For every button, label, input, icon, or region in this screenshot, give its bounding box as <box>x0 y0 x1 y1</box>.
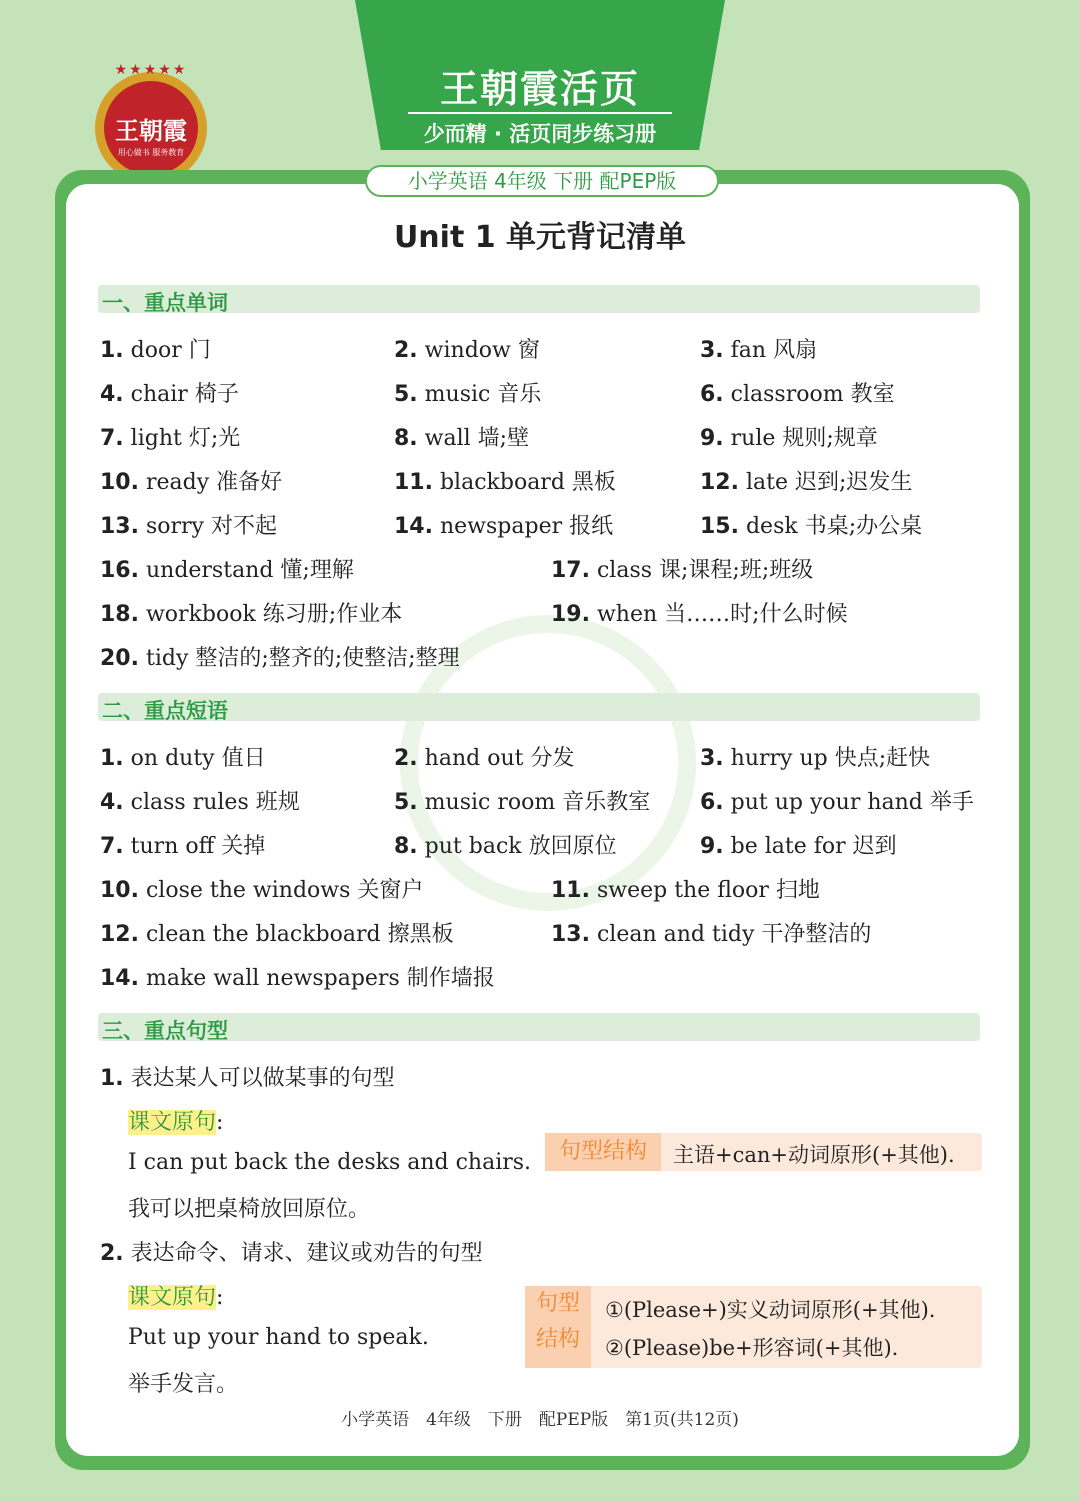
phrase-item: 8. put back 放回原位 <box>394 834 617 859</box>
structure-tag: 句型结构 <box>545 1133 661 1171</box>
structure-rule: ①(Please+)实义动词原形(+其他). <box>605 1298 936 1322</box>
phrase-item: 5. music room 音乐教室 <box>394 790 651 815</box>
phrase-item: 9. be late for 迟到 <box>700 834 897 859</box>
pattern-title: 1. 表达某人可以做某事的句型 <box>100 1066 395 1091</box>
vocab-item: 8. wall 墙;壁 <box>394 426 530 451</box>
vocab-item: 1. door 门 <box>100 338 211 363</box>
star-icon: ★★★★★ <box>114 62 188 78</box>
vocab-item: 5. music 音乐 <box>394 382 542 407</box>
vocab-item: 16. understand 懂;理解 <box>100 558 354 583</box>
logo-badge <box>104 81 198 175</box>
vocab-item: 17. class 课;课程;班;班级 <box>551 558 814 583</box>
vocab-item: 14. newspaper 报纸 <box>394 514 614 539</box>
pattern-title: 2. 表达命令、请求、建议或劝告的句型 <box>100 1241 483 1266</box>
vocab-item: 18. workbook 练习册;作业本 <box>100 602 403 627</box>
vocab-item: 4. chair 椅子 <box>100 382 239 407</box>
phrase-item: 11. sweep the floor 扫地 <box>551 878 820 903</box>
page-footer: 小学英语 4年级 下册 配PEP版 第1页(共12页) <box>341 1410 739 1430</box>
text-sentence-label: 课文原句: <box>128 1285 224 1310</box>
phrase-item: 4. class rules 班规 <box>100 790 300 815</box>
vocab-item: 6. classroom 教室 <box>700 382 895 407</box>
section-header-sentences <box>98 1013 980 1041</box>
example-sentence-en: I can put back the desks and chairs. <box>128 1150 532 1175</box>
structure-rule: 主语+can+动词原形(+其他). <box>673 1143 955 1167</box>
vocab-item: 10. ready 准备好 <box>100 470 283 495</box>
section-title: 一、重点单词 <box>102 291 228 315</box>
phrase-item: 14. make wall newspapers 制作墙报 <box>100 966 495 991</box>
phrase-item: 13. clean and tidy 干净整洁的 <box>551 922 872 947</box>
logo-slogan: 用心做书 服务教育 <box>117 148 185 157</box>
text-sentence-label: 课文原句: <box>128 1110 224 1135</box>
structure-rule: ②(Please)be+形容词(+其他). <box>605 1336 899 1360</box>
vocab-item: 13. sorry 对不起 <box>100 514 277 539</box>
brand-divider <box>408 112 672 114</box>
section-title: 二、重点短语 <box>102 699 228 723</box>
phrase-item: 6. put up your hand 举手 <box>700 790 974 815</box>
vocab-item: 2. window 窗 <box>394 338 540 363</box>
vocab-item: 20. tidy 整洁的;整齐的;使整洁;整理 <box>100 646 460 671</box>
publisher-logo <box>95 62 207 184</box>
example-sentence-zh: 举手发言。 <box>128 1372 239 1397</box>
vocab-item: 3. fan 风扇 <box>700 338 818 363</box>
structure-box <box>525 1286 982 1368</box>
structure-box <box>545 1133 982 1171</box>
phrase-item: 2. hand out 分发 <box>394 746 575 771</box>
example-sentence-zh: 我可以把桌椅放回原位。 <box>128 1197 371 1222</box>
structure-tag: 句型 结构 <box>525 1286 591 1368</box>
phrase-item: 1. on duty 值日 <box>100 746 266 771</box>
vocab-item: 12. late 迟到;迟发生 <box>700 470 913 495</box>
logo-text: 王朝霞 <box>115 116 187 145</box>
phrase-item: 12. clean the blackboard 擦黑板 <box>100 922 454 947</box>
vocab-item: 7. light 灯;光 <box>100 426 241 451</box>
vocab-item: 15. desk 书桌;办公桌 <box>700 514 923 539</box>
grade-label: 小学英语 4年级 下册 配PEP版 <box>365 165 719 197</box>
example-sentence-en: Put up your hand to speak. <box>128 1325 429 1350</box>
vocab-item: 9. rule 规则;规章 <box>700 426 878 451</box>
page-title: Unit 1 单元背记清单 <box>393 220 687 255</box>
phrase-item: 7. turn off 关掉 <box>100 834 266 859</box>
brand-name: 王朝霞活页 <box>439 66 640 111</box>
vocab-item: 19. when 当……时;什么时候 <box>551 602 848 627</box>
phrase-item: 3. hurry up 快点;赶快 <box>700 746 931 771</box>
section-header-vocab <box>98 285 980 313</box>
section-title: 三、重点句型 <box>102 1019 228 1043</box>
phrase-item: 10. close the windows 关窗户 <box>100 878 424 903</box>
vocab-item: 11. blackboard 黑板 <box>394 470 616 495</box>
section-header-phrases <box>98 693 980 721</box>
brand-subtitle: 少而精 · 活页同步练习册 <box>423 122 657 146</box>
